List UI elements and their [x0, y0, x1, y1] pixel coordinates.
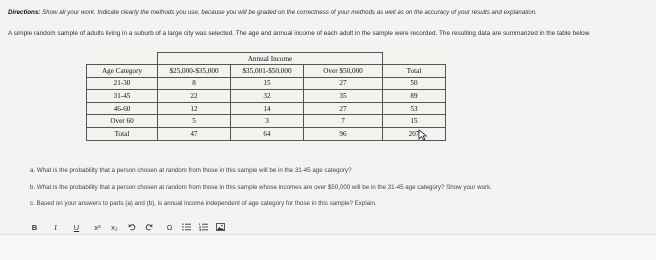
table-corner — [87, 53, 158, 65]
column-header: $35,001-$50,000 — [231, 65, 304, 78]
table-cell: 31-45 — [87, 90, 158, 103]
table-cell: 46-60 — [87, 102, 158, 115]
mouse-pointer-icon — [418, 128, 428, 140]
income-table-container — [86, 52, 446, 141]
table-cell: 7 — [304, 115, 383, 128]
table-cell: 5 — [158, 115, 231, 128]
table-header-row — [87, 65, 446, 78]
table-cell: 64 — [231, 128, 304, 141]
table-cell: 207 — [383, 128, 446, 141]
directions — [8, 9, 648, 17]
question-a: a. What is the probability that a person chosen at random from those in this sample will be in the 31-45 age category? — [30, 167, 352, 174]
column-header: Total — [383, 65, 446, 78]
editor-toolbar — [26, 221, 229, 233]
question-c: c. Based on your answers to parts (a) and (b), is annual income independent of age category for those in this sample? Explain. — [30, 200, 377, 207]
table-cell: 15 — [383, 115, 446, 128]
table-row — [87, 128, 446, 141]
table-cell: 15 — [231, 77, 304, 90]
table-cell: 8 — [158, 77, 231, 90]
column-header: $25,000-$35,000 — [158, 65, 231, 78]
table-cell: 3 — [231, 115, 304, 128]
column-header: Over $50,000 — [304, 65, 383, 78]
special-character-button[interactable]: Ω — [166, 222, 173, 232]
table-cell: 27 — [304, 77, 383, 90]
directions-label: Directions: — [8, 9, 41, 16]
column-header: Age Category — [87, 65, 158, 78]
undo-icon[interactable] — [123, 221, 140, 233]
table-cell: 35 — [304, 90, 383, 103]
answer-text-area[interactable] — [0, 234, 656, 260]
subscript-button[interactable]: x₂ — [111, 222, 118, 232]
table-cell: 89 — [383, 90, 446, 103]
redo-icon[interactable] — [140, 221, 157, 233]
table-cell: 96 — [304, 128, 383, 141]
italic-button[interactable]: I — [54, 222, 57, 232]
table-cell: Over 60 — [87, 115, 158, 128]
table-cell: 22 — [158, 90, 231, 103]
image-icon[interactable] — [212, 221, 229, 233]
table-corner-right — [383, 53, 446, 65]
bold-button[interactable]: B — [31, 222, 38, 232]
table-row — [87, 90, 446, 103]
table-cell: 50 — [383, 77, 446, 90]
income-table — [86, 52, 446, 141]
table-cell: 12 — [158, 102, 231, 115]
intro-text: A simple random sample of adults living in a suburb of a large city was selected. The age and annual income of each adult in the sample were recorded. The resulting data are summarized in the table below. — [8, 30, 591, 37]
table-row — [87, 115, 446, 128]
directions-text: Show all your work. Indicate clearly the methods you use, because you will be graded on the correctness of your methods as well as on the accuracy of your results and explanation. — [40, 9, 537, 16]
table-cell: 14 — [231, 102, 304, 115]
numbered-list-icon[interactable] — [195, 221, 212, 233]
annual-income-header: Annual Income — [158, 53, 383, 65]
question-b: b. What is the probability that a person chosen at random from those in this sample whose incomes are over $50,000 will be in the 31-45 age category? Show your work. — [30, 184, 492, 191]
table-cell: 27 — [304, 102, 383, 115]
underline-button[interactable]: U — [73, 222, 80, 232]
bulleted-list-icon[interactable] — [178, 221, 195, 233]
superscript-button[interactable]: x² — [94, 222, 101, 232]
table-row — [87, 102, 446, 115]
table-cell: 32 — [231, 90, 304, 103]
table-cell: 21-30 — [87, 77, 158, 90]
table-cell: Total — [87, 128, 158, 141]
table-cell: 47 — [158, 128, 231, 141]
table-row — [87, 77, 446, 90]
table-cell: 53 — [383, 102, 446, 115]
